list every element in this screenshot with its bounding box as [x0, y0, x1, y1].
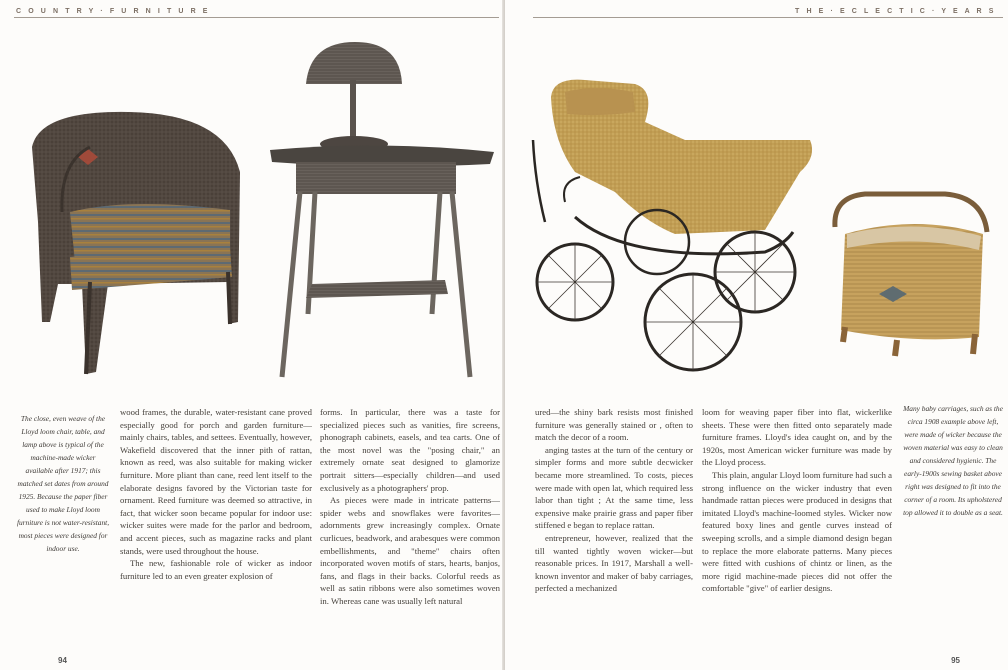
text-column-2 [320, 406, 500, 608]
paragraph: wood frames, the durable, water-resistant cane proved especially good for porch and garden furniture—mainly chairs, tables, and settees. Eventually, however, Wakefield discovered that the inner pith of rattan, known as reed, was also suitable for making wicker furniture. More pliant than cane, reed lent itself to the elaborate designs favored by the Victorian taste for ornament. Reed furniture was deemed so attractive, in fact, that wicker soon became popular for indoor use: wicker suites were made for the parlor and bedroom, and accent pieces, such as magazine racks and plant stands, were used throughout the house. [120, 407, 312, 556]
page-number-right: 95 [951, 656, 960, 665]
wicker-table-with-lamp [270, 42, 494, 377]
text-column-4 [702, 406, 892, 595]
paragraph: forms. In particular, there was a taste for specialized pieces such as vanities, fire screens, phonograph cabinets, easels, and tea carts. One of the most novel was the "posing chair," an extremely ornate seat designed to glamorize portrait sitters—especially children—and used exclusively as a photographers' prop. [320, 407, 500, 493]
running-head-left: C O U N T R Y · F U R N I T U R E [16, 8, 211, 15]
paragraph: The new, fashionable role of wicker as indoor furniture led to an even greater explosion of [120, 558, 312, 581]
caption-left: The close, even weave of the Lloyd loom chair, table, and lamp above is typical of the machine-made wicker available after 1917; this matched set dates from around 1925. Because the paper fiber used to make Lloyd loom furniture is not water-resistant, most pieces were designed for indoor use. [16, 414, 110, 553]
caption-right: Many baby carriages, such as the circa 1908 example above left, were made of wicker because the woven material was easy to clean and considered hygienic. The early-1900s sewing basket above right was designed to fit into the corner of a room. Its upholstered top allowed it to double as a seat. [903, 404, 1003, 517]
wicker-corner-sewing-basket [835, 194, 987, 356]
wicker-armchair [32, 112, 240, 374]
baby-carriage-sewing-basket-photo [505, 22, 1008, 387]
running-head-right: T H E · E C L E C T I C · Y E A R S [795, 8, 996, 15]
left-page [0, 0, 503, 670]
wicker-baby-carriage [533, 80, 812, 370]
right-page [505, 0, 1008, 670]
text-column-3 [535, 406, 693, 595]
paragraph: anging tastes at the turn of the century or simpler forms and more subtle decwicker became more streamlined. To costs, pieces were made with open lat, which required less labor than tight ; At the same time, less expensive make prairie grass and paper fiber stiffened e began to replace rattan. [535, 444, 693, 531]
header-rule-right [533, 17, 1003, 18]
lloyd-loom-chair-table-lamp-photo [0, 22, 503, 387]
text-column-1 [120, 406, 312, 582]
paragraph: ured—the shiny bark resists most finished furniture was generally stained or , often to match the decor of a room. [535, 407, 693, 443]
paragraph: This plain, angular Lloyd loom furniture had such a strong influence on the wicker industry that even handmade rattan pieces were produced in designs that imitated Lloyd's machine-loomed styles. Wicker now featured boxy lines and gentle curves instead of sweeping scrolls, and a simple diamond design began to replace the more elaborate patterns. Many pieces were fitted with cushions of chintz or linen, as the more rigid machine-made pieces did not offer the comfortable "give" of earlier designs. [702, 469, 892, 594]
paragraph: loom for weaving paper fiber into flat, wickerlike sheets. These were then fitted onto separately made furniture frames. Lloyd's idea caught on, and by the 1920s, most American wicker furniture was made by the Lloyd process. [702, 407, 892, 468]
page-number-left: 94 [58, 656, 67, 665]
header-rule-left [14, 17, 499, 18]
paragraph: As pieces were made in intricate patterns—spider webs and snowflakes were favorites—adornments grew increasingly complex. Ornate curlicues, beadwork, and arabesques were common embellishments, and "theme" chairs often incorporated woven motifs of stars, hearts, banjos, fans, and flags in their backs. Colorful reeds as well as satin ribbons were also sometimes woven in. Whereas cane was usually left natural [320, 495, 500, 606]
paragraph: entrepreneur, however, realized that the till wanted tightly woven wicker—but reasonable prices. In 1917, Marshall a well-known inventor and maker of baby carriages, perfected a mechanized [535, 532, 693, 594]
